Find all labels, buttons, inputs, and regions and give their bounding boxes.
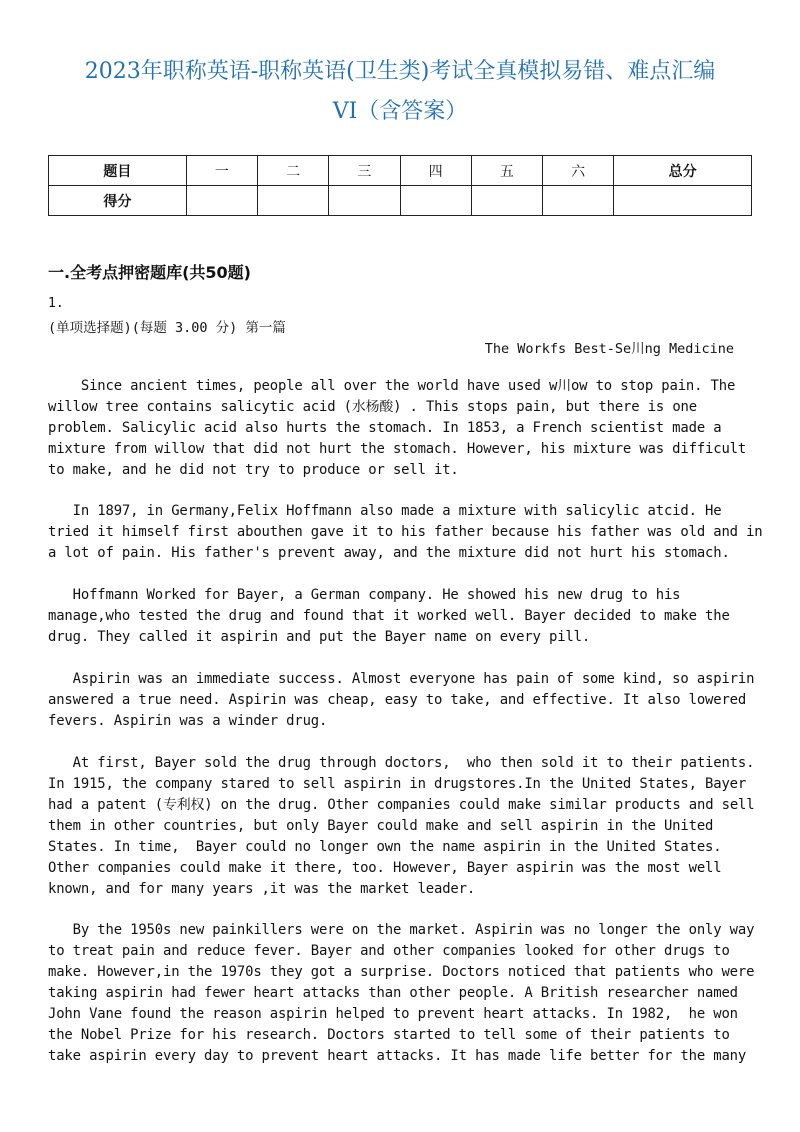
paragraph-line: take aspirin every day to prevent heart attacks. It has made life better for the many <box>48 1048 747 1064</box>
passage-title: The Workfs Best-Se川ng Medicine <box>484 341 734 357</box>
passage-paragraph-1 <box>48 376 754 481</box>
paragraph-line: fevers. Aspirin was a winder drug. <box>48 713 328 729</box>
score-cell <box>400 186 471 216</box>
document-title-line-2: VI（含答案） <box>332 99 468 124</box>
passage-paragraph-4 <box>48 669 754 732</box>
paragraph-line: willow tree contains salicytic acid (水杨酸) . This stops pain, but there is one <box>48 399 697 415</box>
paragraph-line: the Nobel Prize for his research. Doctors started to tell some of their patients to <box>48 1027 730 1043</box>
score-header-cell: 六 <box>543 156 614 186</box>
paragraph-line: In 1897, in Germany,Felix Hoffmann also made a mixture with salicylic atcid. He <box>48 503 722 519</box>
score-header-cell: 题目 <box>49 156 187 186</box>
score-header-cell: 五 <box>471 156 542 186</box>
score-cell <box>186 186 257 216</box>
score-table <box>48 155 752 216</box>
paragraph-line: At first, Bayer sold the drug through doctors, who then sold it to their patients. <box>48 755 755 771</box>
paragraph-line: manage,who tested the drug and found that it worked well. Bayer decided to make the <box>48 608 730 624</box>
passage-paragraph-3 <box>48 585 754 648</box>
paragraph-line: problem. Salicylic acid also hurts the stomach. In 1853, a French scientist made a <box>48 420 722 436</box>
passage-paragraph-5 <box>48 753 754 900</box>
score-cell <box>614 186 752 216</box>
paragraph-line: Other companies could make it there, too. However, Bayer aspirin was the most well <box>48 860 722 876</box>
score-cell <box>471 186 542 216</box>
score-table-header-row <box>49 156 752 186</box>
paragraph-line: make. However,in the 1970s they got a surprise. Doctors noticed that patients who were <box>48 964 755 980</box>
paragraph-line: to make, and he did not try to produce or sell it. <box>48 462 459 478</box>
section-heading: 一.全考点押密题库(共50题) <box>48 263 251 282</box>
paragraph-line: to treat pain and reduce fever. Bayer and other companies looked for other drugs to <box>48 943 730 959</box>
passage-paragraph-2 <box>48 501 763 564</box>
score-header-cell: 三 <box>329 156 400 186</box>
paragraph-line: Since ancient times, people all over the world have used w川ow to stop pain. The <box>48 378 736 394</box>
paragraph-line: known, and for many years ,it was the market leader. <box>48 881 476 897</box>
score-header-cell: 一 <box>186 156 257 186</box>
paragraph-line: mixture from willow that did not hurt the stomach. However, his mixture was difficult <box>48 441 747 457</box>
paragraph-line: had a patent (专利权) on the drug. Other companies could make similar products and sell <box>48 797 755 813</box>
score-cell <box>258 186 329 216</box>
paragraph-line: answered a true need. Aspirin was cheap, easy to take, and effective. It also lowered <box>48 692 747 708</box>
score-cell <box>543 186 614 216</box>
paragraph-line: drug. They called it aspirin and put the Bayer name on every pill. <box>48 629 591 645</box>
passage-paragraph-6 <box>48 920 754 1067</box>
paragraph-line: In 1915, the company stared to sell aspirin in drugstores.In the United States, Bayer <box>48 776 747 792</box>
paragraph-line: States. In time, Bayer could no longer own the name aspirin in the United States. <box>48 839 722 855</box>
document-title-line-1: 2023年职称英语-职称英语(卫生类)考试全真模拟易错、难点汇编 <box>84 59 716 84</box>
paragraph-line: them in other countries, but only Bayer could make and sell aspirin in the United <box>48 818 714 834</box>
score-row-label: 得分 <box>49 186 187 216</box>
score-table-score-row <box>49 186 752 216</box>
question-number: 1. <box>48 296 64 311</box>
score-header-cell: 二 <box>258 156 329 186</box>
paragraph-line: taking aspirin had fewer heart attacks than other people. A British researcher named <box>48 985 738 1001</box>
paragraph-line: tried it himself first abouthen gave it to his father because his father was old and in <box>48 524 763 540</box>
paragraph-line: John Vane found the reason aspirin helped to prevent heart attacks. In 1982, he won <box>48 1006 738 1022</box>
score-cell <box>329 186 400 216</box>
paragraph-line: a lot of pain. His father's prevent away, and the mixture did not hurt his stomach. <box>48 545 730 561</box>
paragraph-line: Hoffmann Worked for Bayer, a German company. He showed his new drug to his <box>48 587 681 603</box>
paragraph-line: By the 1950s new painkillers were on the market. Aspirin was no longer the only way <box>48 922 755 938</box>
question-meta: (单项选择题)(每题 3.00 分) 第一篇 <box>48 320 286 336</box>
score-header-cell: 四 <box>400 156 471 186</box>
paragraph-line: Aspirin was an immediate success. Almost everyone has pain of some kind, so aspirin <box>48 671 755 687</box>
score-header-cell: 总分 <box>614 156 752 186</box>
